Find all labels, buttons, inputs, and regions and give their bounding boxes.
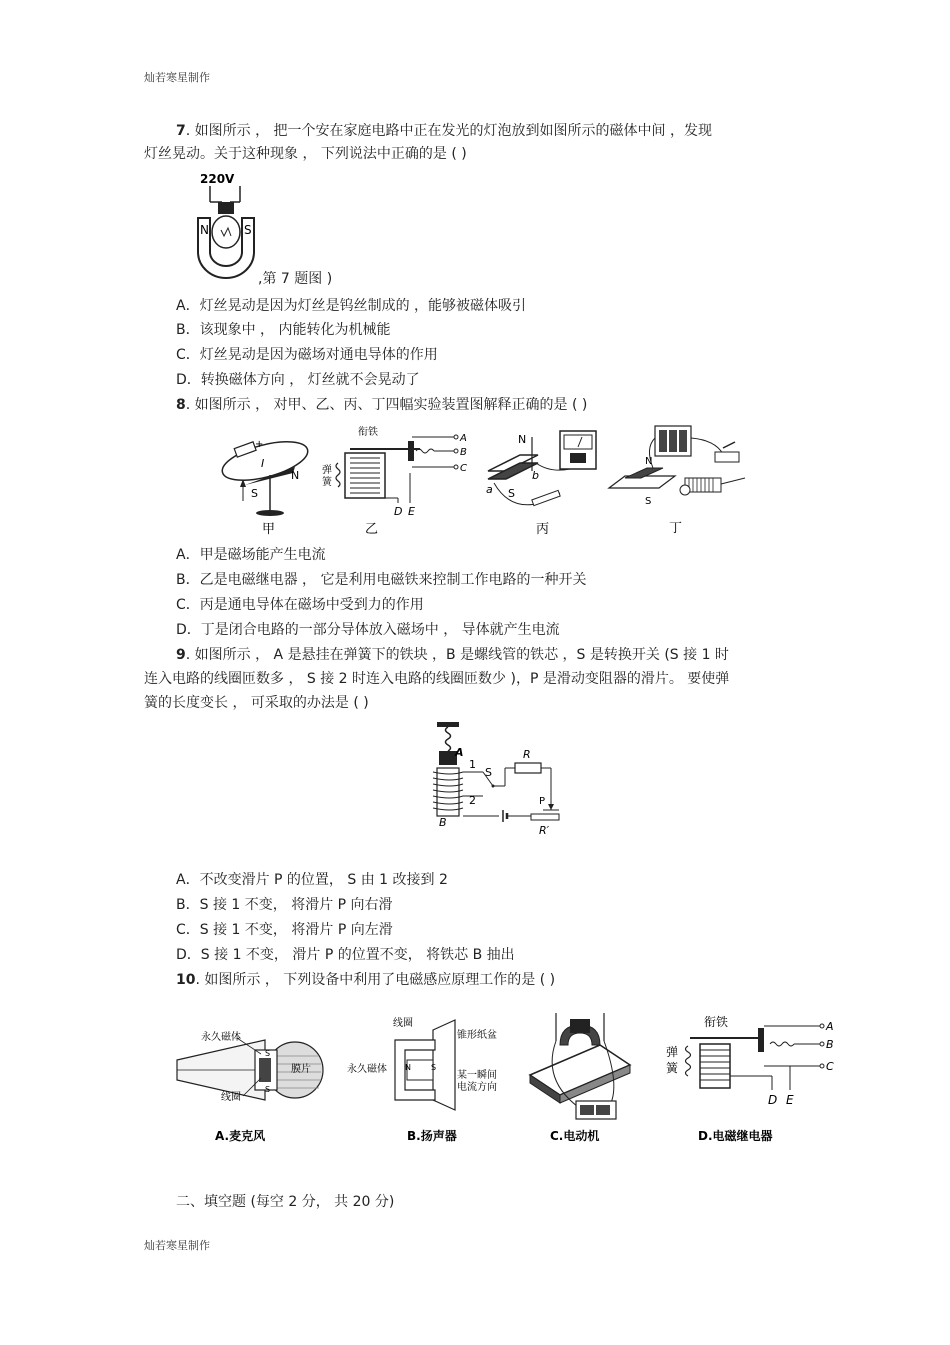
q10-figure-relay [660,1010,840,1155]
q10-caption-c: C.电动机 [550,1129,600,1143]
q8-line1 [176,396,587,414]
q9-figure-circuit [425,720,565,840]
q7-figure-magnet-bulb [190,170,280,285]
q8-caption-bing: 丙 [536,522,550,537]
q9-fig-a: A [455,746,464,759]
q10-caption-b: B.扬声器 [407,1129,457,1143]
section-2-heading: 二、填空题 (每空 2 分， 共 20 分) [176,1194,395,1210]
q9-number: 9 [176,647,186,663]
q10-speaker-current2: 电流方向 [457,1082,497,1093]
q7-line1 [176,122,712,140]
q10-relay-a: A [826,1020,834,1033]
q7-number: 7 [176,123,186,139]
q7-option-a: A．灯丝晃动是因为灯丝是钨丝制成的 ，能够被磁体吸引 [176,298,527,314]
q9-option-d: D．S 接 1 不变， 滑片 P 的位置不变， 将铁芯 B 抽出 [176,947,515,963]
q10-mic-coil: 线圈 [221,1092,241,1103]
q8-option-a: A．甲是磁场能产生电流 [176,547,326,563]
q10-figure-speaker [345,1010,505,1155]
q7-figure-caption: ,第 7 题图 ) [258,271,333,287]
q8-fig-bing-n: N [518,433,527,446]
q8-figure-ding [605,418,755,538]
q9-fig-rprime: R′ [539,824,550,837]
q9-stem-part2: 连入电路的线圈匝数多 ， S 接 2 时连入电路的线圈匝数少 )，P 是滑动变阻器的滑片。 要使弹 [144,671,730,687]
q7-option-b: B．该现象中 ， 内能转化为机械能 [176,322,391,338]
q9-fig-b: B [439,816,447,829]
q10-relay-d: D [768,1093,778,1107]
q8-fig-yi-spring-1: 弹 [322,465,332,476]
q7-option-d: D．转换磁体方向 ， 灯丝就不会晃动了 [176,372,420,388]
q8-figure-bing [480,423,605,538]
q9-fig-r: R [523,748,531,761]
page-footer: 灿若寒星制作 [144,1239,210,1252]
q8-fig-ding-n: N [645,456,653,467]
svg-text:+: + [255,439,264,450]
q10-relay-e: E [786,1093,794,1107]
q10-caption-a: A.麦克风 [215,1129,266,1143]
q8-number: 8 [176,397,186,413]
q8-fig-yi-a: A [460,433,467,444]
q7-fig-voltage: 220V [200,172,235,186]
q10-relay-c: C [826,1060,834,1073]
q8-fig-jia-s: S [251,487,258,500]
q8-fig-yi-armature: 衔铁 [358,427,378,438]
q8-stem: . 如图所示 ， 对甲、乙、丙、丁四幅实验装置图解释正确的是 ( ) [185,397,588,413]
q8-caption-jia: 甲 [262,522,276,537]
q10-relay-spring-1: 弹 [666,1045,679,1059]
q10-speaker-current1: 某一瞬间 [457,1070,497,1081]
q8-fig-bing-s: S [508,487,515,500]
q10-number: 10 [176,972,196,988]
q9-line1 [176,646,729,664]
q9-fig-p: P [539,796,546,807]
q8-fig-jia-i: I [261,457,265,470]
q8-figure-yi [320,423,470,538]
q10-stem: . 如图所示 ， 下列设备中利用了电磁感应原理工作的是 ( ) [195,972,556,988]
q8-fig-yi-e: E [408,505,415,518]
q10-relay-armature: 衔铁 [704,1015,729,1029]
q10-relay-spring-2: 簧 [666,1061,679,1075]
q9-option-c: C．S 接 1 不变， 将滑片 P 向左滑 [176,922,393,938]
q8-option-d: D．丁是闭合电路的一部分导体放入磁场中 ， 导体就产生电流 [176,622,560,638]
q8-fig-yi-b: B [460,447,467,458]
q8-figure-jia [215,423,315,538]
q10-figure-microphone [175,1010,335,1155]
q10-mic-film: 膜片 [291,1064,311,1075]
q9-stem-part1: . 如图所示 ， A 是悬挂在弹簧下的铁块 ，B 是螺线管的铁芯 ，S 是转换开关 (S 接 1 时 [185,647,729,663]
q9-fig-1: 1 [469,758,476,771]
q8-fig-bing-b: b [532,469,539,482]
q8-caption-ding: 丁 [669,521,683,536]
q10-caption-d: D.电磁继电器 [698,1129,773,1143]
q8-fig-ding-s: S [645,496,652,507]
q10-speaker-n: N [405,1063,411,1072]
q8-fig-bing-a: a [486,483,493,496]
q10-speaker-cone: 锥形纸盆 [457,1030,497,1041]
q8-fig-jia-n: N [291,469,300,482]
q10-speaker-s: S [431,1063,437,1072]
q7-stem-part1: . 如图所示 ， 把一个安在家庭电路中正在发光的灯泡放到如图所示的磁体中间 ，发现 [185,123,712,139]
q8-option-b: B．乙是电磁继电器 ， 它是利用电磁铁来控制工作电路的一种开关 [176,572,587,588]
q10-mic-s-bottom: S [265,1085,271,1094]
q10-mic-magnet: 永久磁体 [201,1032,241,1043]
q8-option-c: C．丙是通电导体在磁场中受到力的作用 [176,597,424,613]
q7-fig-n: N [200,223,209,237]
q9-stem-part3: 簧的长度变长 ， 可采取的办法是 ( ) [144,695,369,711]
page-header: 灿若寒星制作 [144,71,210,84]
q8-fig-yi-c: C [460,463,467,474]
q10-speaker-magnet: 永久磁体 [347,1064,387,1075]
q7-fig-s: S [244,223,252,237]
q8-fig-yi-d: D [394,505,403,518]
q10-line1 [176,971,555,989]
q10-mic-s-top: S [265,1049,271,1058]
q9-option-a: A．不改变滑片 P 的位置， S 由 1 改接到 2 [176,872,448,888]
q8-fig-yi-spring-2: 簧 [322,477,332,488]
q7-stem-part2: 灯丝晃动。关于这种现象 ， 下列说法中正确的是 ( ) [144,146,467,162]
q8-caption-yi: 乙 [365,522,379,537]
q9-option-b: B．S 接 1 不变， 将滑片 P 向右滑 [176,897,393,913]
q9-fig-2: 2 [469,794,476,807]
q10-speaker-coil: 线圈 [393,1018,413,1029]
q10-relay-b: B [826,1038,834,1051]
q10-figure-motor [520,1005,640,1155]
q9-fig-s: S [485,766,492,779]
q7-option-c: C．灯丝晃动是因为磁场对通电导体的作用 [176,347,438,363]
